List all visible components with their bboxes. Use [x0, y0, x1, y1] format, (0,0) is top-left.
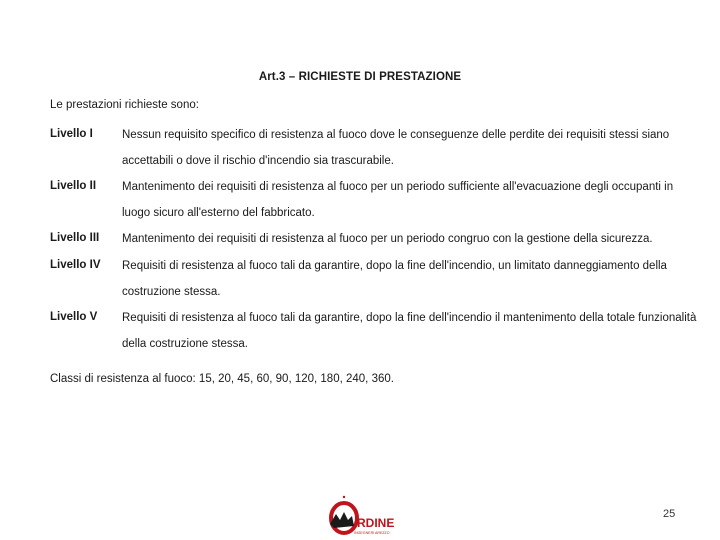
level-description: Nessun requisito specifico di resistenza al fuoco dove le conseguenze delle perdite dei requisiti stessi siano accettabili o dove il rischio d'incendio sia trascurabile. — [122, 129, 670, 167]
fire-resistance-classes: Classi di resistenza al fuoco: 15, 20, 45, 60, 90, 120, 180, 240, 360. — [50, 373, 394, 385]
level-description: Requisiti di resistenza al fuoco tali da garantire, dopo la fine dell'incendio, un limitato danneggiamento della costruzione stessa. — [122, 260, 667, 298]
page-number: 25 — [663, 508, 676, 520]
level-label: Livello I — [50, 128, 93, 140]
slide-title: Art.3 – RICHIESTE DI PRESTAZIONE — [258, 71, 462, 83]
level-label: Livello IV — [50, 259, 101, 271]
level-label: Livello III — [50, 232, 100, 244]
level-description: Requisiti di resistenza al fuoco tali da garantire, dopo la fine dell'incendio il mantenimento della totale funzionalità della costruzione stessa. — [122, 312, 697, 350]
svg-text:INGEGNERI AREZZO: INGEGNERI AREZZO — [354, 531, 390, 535]
level-description: Mantenimento dei requisiti di resistenza al fuoco per un periodo congruo con la gestione della sicurezza. — [122, 233, 653, 245]
ordine-logo — [324, 494, 400, 538]
level-description: Mantenimento dei requisiti di resistenza al fuoco per un periodo sufficiente all'evacuazione degli occupanti in luogo sicuro all'esterno del fabbricato. — [122, 181, 674, 219]
level-label: Livello V — [50, 311, 98, 323]
intro-text: Le prestazioni richieste sono: — [50, 99, 199, 111]
svg-text:RDINE: RDINE — [357, 516, 395, 530]
level-label: Livello II — [50, 180, 97, 192]
